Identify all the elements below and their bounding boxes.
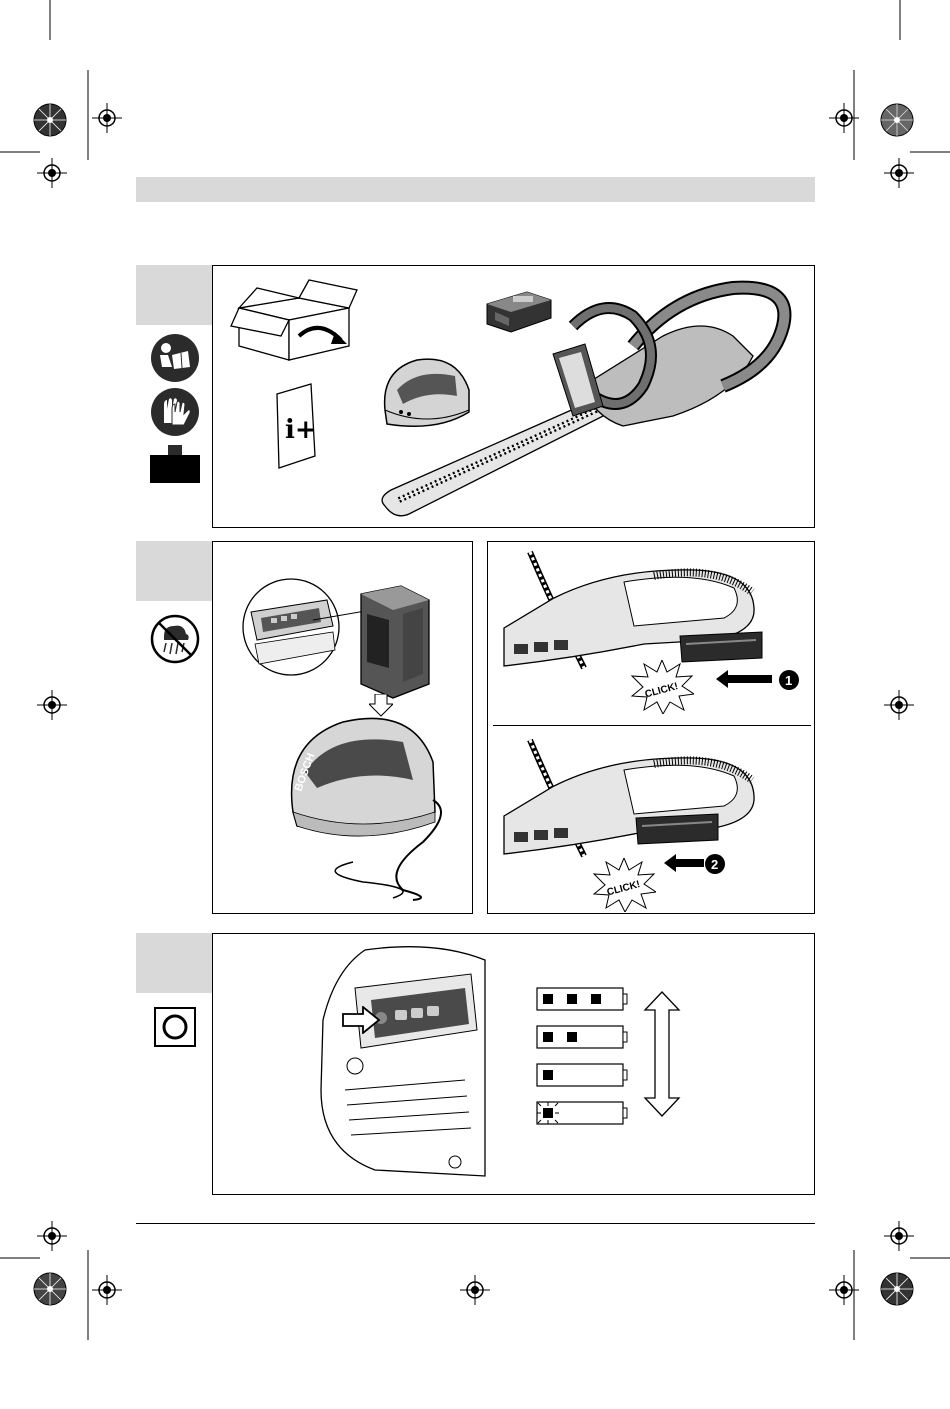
panel-charging [212,541,473,914]
charge-segment [591,994,601,1004]
info-symbol: i+ [285,415,317,445]
charge-level-row [537,1102,627,1124]
step-tab-1 [136,265,212,325]
trimmer-rear-image-2 [494,736,764,866]
step-number-2: 2 [711,857,719,872]
register-mark-rm [884,690,914,720]
register-mark-r1 [884,158,914,188]
brand-logo: BOSCH [292,751,318,794]
charge-segment [543,1070,553,1080]
charger-large-image [283,702,463,902]
weight-icon [150,445,200,483]
step-badge-1 [778,669,800,691]
charge-segment [543,994,553,1004]
panel-charge-level [212,933,815,1195]
register-mark-br [829,1275,859,1305]
read-manual-icon [150,333,200,383]
register-mark-l1 [37,158,67,188]
push-arrow-2 [664,852,704,874]
color-wheel-tl [33,103,67,137]
step-tab-3 [136,933,212,993]
battery-tip [623,1032,627,1042]
charge-level-indicators [533,984,633,1134]
no-rain-icon [150,614,200,664]
double-arrow-icon [643,990,681,1118]
register-mark-tr [829,103,859,133]
push-arrow-1 [716,668,772,690]
color-wheel-bl [33,1272,67,1306]
charge-level-row [537,1064,627,1086]
register-mark-l2 [37,1221,67,1251]
box-icon [229,278,359,368]
battery-tip [623,1070,627,1080]
battery-tip [623,1108,627,1118]
charge-segment [567,994,577,1004]
panel-divider [493,725,811,726]
charge-level-row [537,988,627,1010]
battery-closeup-image [315,940,495,1180]
battery-standing-image [353,584,433,704]
charge-segment-blinking [543,1108,553,1118]
register-mark-bc [460,1275,490,1305]
color-wheel-tr [880,103,914,137]
battery-inserting-2 [632,812,722,848]
press-arrow [341,1006,381,1034]
header-bar [136,177,815,202]
panel-unpacking [212,265,815,528]
hedge-trimmer-image [373,276,813,526]
click-burst-1 [630,660,694,714]
panel-insert-battery [487,541,815,914]
click-burst-2 [592,858,656,912]
click-label-1: CLICK! [643,680,680,701]
register-mark-lm [37,690,67,720]
charge-level-row [537,1026,627,1048]
push-button-icon [154,1007,196,1047]
register-mark-r2 [884,1221,914,1251]
register-mark-bl [92,1275,122,1305]
register-mark-tl [92,103,122,133]
battery-tip [623,994,627,1004]
click-label-2: CLICK! [605,878,642,899]
step-badge-2 [704,853,726,875]
step-number-1: 1 [785,673,793,688]
color-wheel-br [880,1272,914,1306]
manual-booklet-icon [271,382,321,472]
wear-gloves-icon [150,387,200,437]
charge-segment [567,1032,577,1042]
footer-rule [136,1223,815,1224]
charge-segment [543,1032,553,1042]
step-tab-2 [136,541,212,601]
